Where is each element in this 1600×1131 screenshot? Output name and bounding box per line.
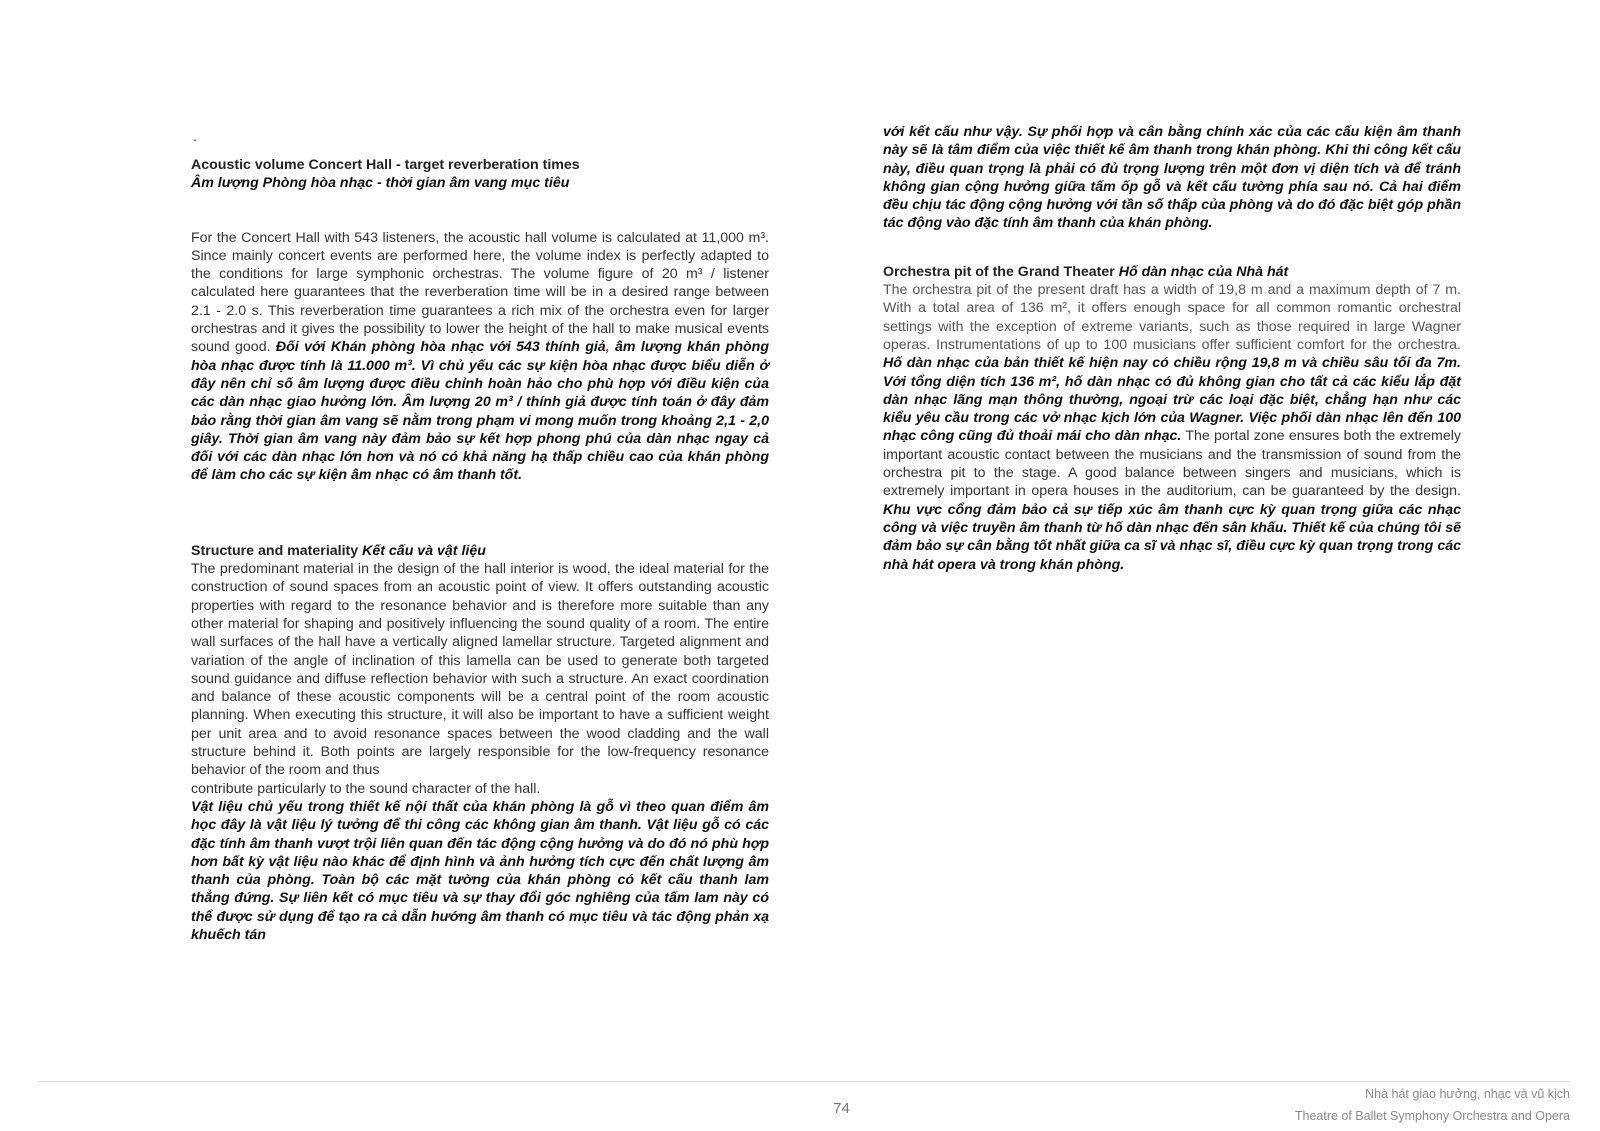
- orchestra-body-en-2: The portal zone ensures both the extremely important acoustic contact between the musicians and the transmission of sound from the orchestra pit to the stage. A good balance between singers and musicians, which is extremely important in opera houses in the auditorium, can be guaranteed by the design.: [883, 428, 1461, 500]
- page-number: 74: [833, 1100, 850, 1117]
- acoustic-body-vi-rest: âm lượng khán phòng hòa nhạc được tính là 11.000 m³. Vì chủ yếu các sự kiện hòa nhạc được biểu diễn ở đây nên chỉ số âm lượng được điều chỉnh hoàn hảo cho phù hợp với điều kiện của các dàn nhạc giao hưởng lớn. Âm lượng 20 m³ / thính giả được tính toán ở đây đảm bảo rằng thời gian âm vang sẽ nằm trong phạm vi mong muốn trong khoảng 2,1 - 2,0 giây. Thời gian âm vang này đảm bảo sự kết hợp phong phú của dàn nhạc ngay cả đối với các dàn nhạc lớn hơn và nó có khả năng hạ thấp chiều cao của khán phòng để làm cho các sự kiện âm nhạc có âm thanh tốt.: [191, 339, 769, 484]
- acoustic-body-vi-start: Đối với Khán phòng hòa nhạc với 543 thính giả: [270, 339, 606, 356]
- acoustic-section: [191, 156, 769, 485]
- continuation-vi: với kết cấu như vậy. Sự phối hợp và cân bằng chính xác của các cấu kiện âm thanh này sẽ là tâm điểm của việc thiết kế âm thanh trong khán phòng. Khi thi công kết cấu này, điều quan trọng là phải có đủ trọng lượng trên một đơn vị diện tích và để tránh không gian cộng hưởng giữa tấm ốp gỗ và kết cấu tường phía sau nó. Cả hai điểm đều chịu tác động cộng hưởng với tần số thấp của phòng và do đó đặc biệt góp phần tác động vào đặc tính âm thanh của khán phòng.: [883, 124, 1461, 232]
- orchestra-section: [883, 263, 1461, 574]
- footer-title-en: Theatre of Ballet Symphony Orchestra and Opera: [1294, 1109, 1570, 1123]
- orchestra-body-vi-1: Hố dàn nhạc của bản thiết kế hiện nay có chiều rộng 19,8 m và chiều sâu tối đa 7m. Với tổng diện tích 136 m², hố dàn nhạc có đủ không gian cho tất cả các kiểu lắp đặt dàn nhạc lãng mạn thông thường, ngoại trừ các loại đặc biệt, chẳng hạn như các kiểu yêu cầu trong các vở nhạc kịch lớn của Wagner. Việc phối dàn nhạc lên đến 100 nhạc công cũng đủ thoải mái cho dàn nhạc.: [883, 355, 1461, 445]
- structure-body-en-b: contribute particularly to the sound character of the hall.: [191, 780, 541, 797]
- left-column: [191, 0, 769, 944]
- orchestra-body: [883, 281, 1461, 574]
- acoustic-heading-vi: Âm lượng Phòng hòa nhạc - thời gian âm vang mục tiêu: [191, 175, 570, 192]
- orchestra-heading-vi: Hố dàn nhạc của Nhà hát: [1118, 263, 1289, 280]
- acoustic-body-vi-comma: ,: [605, 339, 610, 356]
- stray-mark: .: [193, 128, 197, 144]
- orchestra-heading: [883, 263, 1461, 281]
- structure-heading: [191, 542, 769, 560]
- structure-heading-en: Structure and materiality: [191, 542, 359, 559]
- footer-title-vi: Nhà hát giao hưởng, nhạc và vũ kịch: [1365, 1087, 1570, 1101]
- orchestra-heading-en: Orchestra pit of the Grand Theater: [883, 263, 1115, 280]
- structure-body-en-a: The predominant material in the design of the hall interior is wood, the ideal material for the construction of sound spaces from an acoustic point of view. It offers outstanding acoustic properties with regard to the resonance behavior and is therefore more suitable than any other material for shaping and positively influencing the sound quality of a room. The entire wall surfaces of the hall have a vertically aligned lamellar structure. Targeted alignment and variation of the angle of inclination of this lamella can be used to generate both targeted sound guidance and diffuse reflection behavior with such a structure. An exact coordination and balance of these acoustic components will be a central point of the room acoustic planning. When executing this structure, it will also be important to have a sufficient weight per unit area and to avoid resonance spaces between the wood cladding and the wall structure behind it. Both points are largely responsible for the low-frequency resonance behavior of the room and thus: [191, 561, 769, 779]
- acoustic-heading-en: Acoustic volume Concert Hall - target reverberation times: [191, 157, 580, 173]
- right-column: [883, 0, 1461, 574]
- structure-heading-vi: Kết cấu và vật liệu: [362, 542, 486, 559]
- acoustic-body: [191, 229, 769, 485]
- structure-section: [191, 542, 769, 945]
- structure-body-vi: Vật liệu chủ yếu trong thiết kế nội thất của khán phòng là gỗ vì theo quan điểm âm học đây là vật liệu lý tưởng để thi công các không gian âm thanh. Vật liệu gỗ có các đặc tính âm thanh vượt trội liên quan đến tác động cộng hưởng và do đó nó phù hợp hơn bất kỳ vật liệu nào khác để định hình và ảnh hưởng tích cực đến chất lượng âm thanh của phòng. Toàn bộ các mặt tường của khán phòng có kết cấu thanh lam thẳng đứng. Sự liên kết có mục tiêu và sự thay đổi góc nghiêng của tấm lam này có thể được sử dụng để tạo ra cả dẫn hướng âm thanh có mục tiêu và tác động phản xạ khuếch tán: [191, 798, 769, 943]
- footer-divider: [38, 1081, 1570, 1082]
- orchestra-body-en-1: The orchestra pit of the present draft has a width of 19,8 m and a maximum depth of 7 m. With a total area of 136 m², it offers enough space for all common romantic orchestral settings with the exception of extreme variants, such as those required in large Wagner operas. Instrumentations of up to 100 musicians offer sufficient comfort for the orchestra.: [883, 282, 1461, 353]
- acoustic-body-en: For the Concert Hall with 543 listeners, the acoustic hall volume is calculated at 11,000 m³. Since mainly concert events are performed here, the volume index is perfectly adapted to the conditions for large symphonic orchestras. The volume figure of 20 m³ / listener calculated here guarantees that the reverberation time will be in a desired range between 2.1 - 2.0 s. This reverberation time guarantees a rich mix of the orchestra even for larger orchestras and it gives the possibility to lower the height of the hall to make musical events sound good.: [191, 229, 769, 356]
- orchestra-body-vi-2: Khu vực cổng đảm bảo cả sự tiếp xúc âm thanh cực kỳ quan trọng giữa các nhạc công và việc truyền âm thanh từ hố dàn nhạc đến sân khấu. Thiết kế của chúng tôi sẽ đảm bảo sự cân bằng tốt nhất giữa ca sĩ và nhạc sĩ, điều cực kỳ quan trọng trong các nhà hát opera và trong khán phòng.: [883, 501, 1461, 573]
